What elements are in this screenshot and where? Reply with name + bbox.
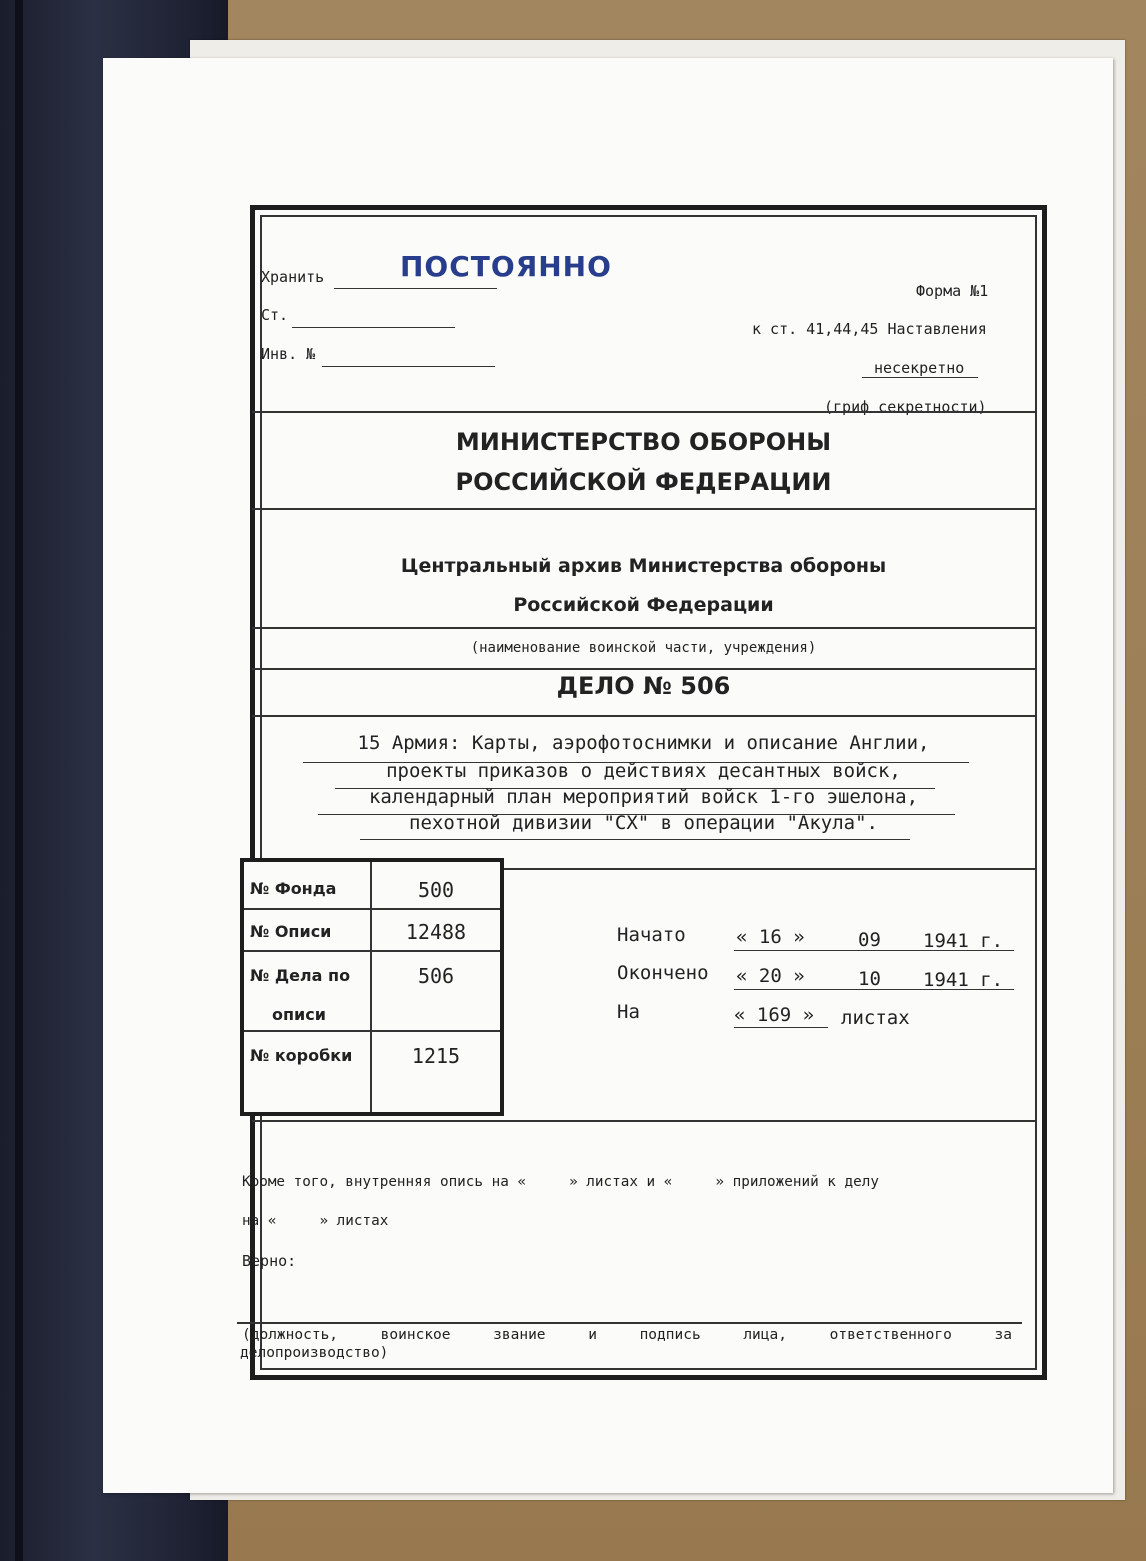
divider-footer-top	[252, 1120, 1037, 1122]
divider-archive-top	[252, 508, 1037, 510]
signature-word: звание	[493, 1327, 546, 1343]
signature-word: и	[588, 1327, 597, 1343]
divider-case-desc	[252, 715, 1037, 717]
delo-value: 506	[417, 964, 455, 988]
case-desc-line-4: пехотной дивизии "СХ" в операции "Акула".	[409, 812, 878, 834]
signature-word: ответственного	[829, 1327, 952, 1343]
sheets-label: На	[617, 1001, 640, 1023]
signature-word: лица,	[743, 1327, 787, 1343]
table-row-divider	[244, 908, 500, 910]
start-day: « 16 »	[736, 926, 805, 948]
case-title: ДЕЛО № 506	[556, 672, 731, 700]
form-reference: к ст. 41,44,45 Наставления	[752, 320, 987, 338]
sheets-underline	[734, 1027, 828, 1028]
case-desc-line-2: проекты приказов о действиях десантных войск,	[386, 760, 901, 782]
signature-caption-line-2: делопроизводство)	[240, 1345, 389, 1361]
permanent-stamp: ПОСТОЯННО	[400, 250, 612, 283]
end-underline	[734, 989, 1014, 990]
classification: несекретно	[874, 359, 965, 377]
delo-label-2: описи	[272, 1005, 326, 1024]
start-month: 09	[858, 929, 881, 951]
verified-label: Верно:	[242, 1252, 297, 1270]
signature-word: подпись	[639, 1327, 701, 1343]
signature-word: воинское	[380, 1327, 451, 1343]
st-label: Ст.	[261, 306, 289, 324]
fond-label: № Фонда	[250, 879, 337, 898]
end-month: 10	[858, 968, 881, 990]
inv-underline	[322, 366, 495, 367]
classification-caption: (гриф секретности)	[824, 398, 987, 416]
end-year: 1941 г.	[923, 969, 1004, 991]
desc-underline-4	[360, 839, 910, 840]
end-day: « 20 »	[736, 965, 805, 987]
archive-line-2: Российской Федерации	[513, 594, 774, 616]
table-row-divider	[244, 950, 500, 952]
signature-caption	[242, 1327, 1012, 1343]
keep-label: Хранить	[261, 268, 325, 286]
sheets-suffix: листах	[841, 1007, 910, 1029]
form-number: Форма №1	[916, 282, 989, 300]
case-desc-line-1: 15 Армия: Карты, аэрофотоснимки и описание Англии,	[357, 732, 930, 754]
inv-label: Инв. №	[261, 345, 316, 363]
start-label: Начато	[617, 924, 686, 946]
classification-underline	[862, 377, 978, 378]
end-label: Окончено	[617, 962, 709, 984]
divider-signature	[237, 1322, 1022, 1324]
divider-ministry-top	[252, 411, 1037, 413]
start-year: 1941 г.	[923, 930, 1004, 952]
case-info-table	[240, 858, 504, 1116]
sheets-value: « 169 »	[734, 1004, 815, 1026]
keep-underline	[334, 288, 497, 289]
table-row-divider	[244, 1030, 500, 1032]
box-value: 1215	[411, 1044, 461, 1068]
box-label: № коробки	[250, 1046, 353, 1065]
opis-label: № Описи	[250, 922, 332, 941]
opis-value: 12488	[405, 920, 467, 944]
ministry-line-2: РОССИЙСКОЙ ФЕДЕРАЦИИ	[455, 468, 832, 496]
signature-word: (должность,	[242, 1327, 339, 1343]
internal-inventory-line: Кроме того, внутренняя опись на « » листах и « » приложений к делу	[242, 1174, 879, 1190]
start-underline	[734, 950, 1014, 951]
divider-archive-caption	[252, 627, 1037, 629]
st-underline	[292, 327, 455, 328]
internal-inventory-line-2: на « » листах	[242, 1213, 389, 1229]
case-desc-line-3: календарный план мероприятий войск 1-го эшелона,	[368, 786, 919, 808]
fond-value: 500	[417, 878, 455, 902]
archive-line-1: Центральный архив Министерства обороны	[400, 555, 887, 577]
binder-spine	[15, 0, 23, 1561]
divider-case-top	[252, 668, 1037, 670]
signature-word: за	[994, 1327, 1012, 1343]
archive-caption: (наименование воинской части, учреждения)	[470, 640, 817, 656]
delo-label-1: № Дела по	[250, 966, 351, 985]
ministry-line-1: МИНИСТЕРСТВО ОБОРОНЫ	[455, 428, 832, 456]
